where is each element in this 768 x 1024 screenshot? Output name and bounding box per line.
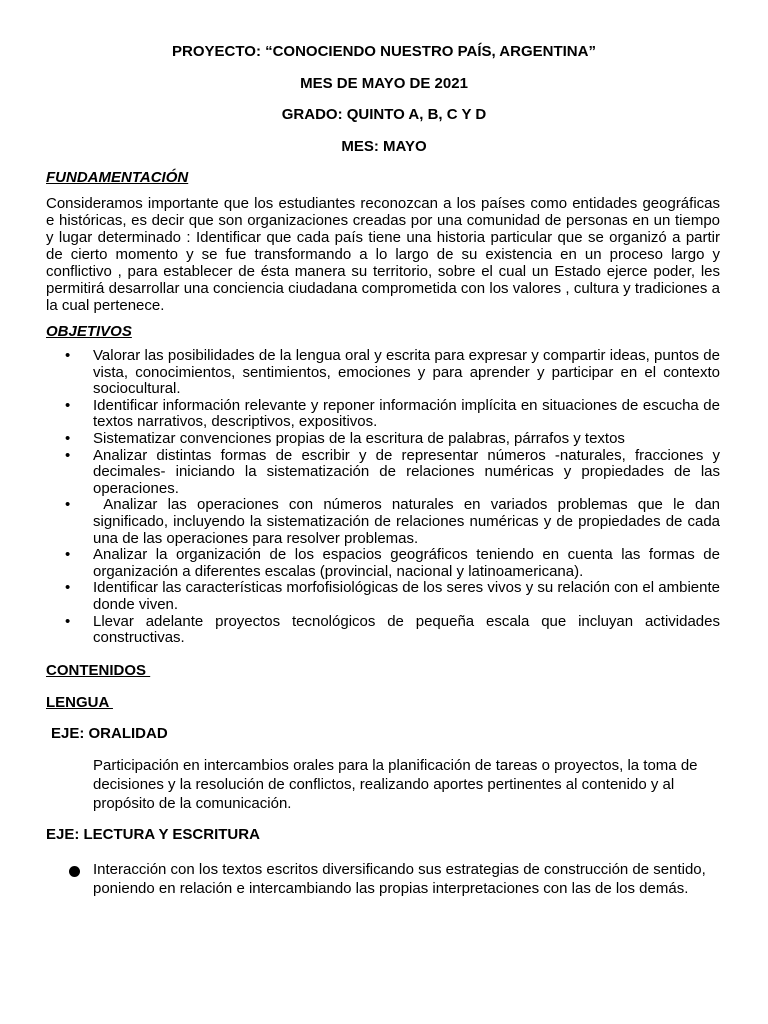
objetivos-list bbox=[46, 347, 725, 647]
list-item: • Identificar las características morfofisiológicas de los seres vivos y su relación con el ambiente donde viven. bbox=[65, 579, 720, 613]
contenidos-heading: CONTENIDOS bbox=[46, 662, 151, 679]
project-title: PROYECTO: “CONOCIENDO NUESTRO PAÍS, ARGENTINA” bbox=[172, 43, 596, 60]
bullet-icon: • bbox=[65, 396, 71, 414]
list-item: • Analizar distintas formas de escribir y de representar números -naturales, fracciones y decimales- iniciando la sistematización de relaciones numéricas y propiedades de las operaciones. bbox=[65, 446, 720, 497]
lectura-text: Interacción con los textos escritos diversificando sus estrategias de construcción de sentido, poniendo en relación e intercambiando las propias interpretaciones con las de los demás. bbox=[93, 861, 706, 897]
month-year-heading: MES DE MAYO DE 2021 bbox=[300, 75, 468, 92]
bullet-icon: • bbox=[65, 429, 71, 447]
bullet-icon: • bbox=[65, 347, 71, 364]
grade-heading: GRADO: QUINTO A, B, C Y D bbox=[281, 106, 487, 123]
list-item: • Identificar información relevante y reponer información implícita en situaciones de escucha de textos narrativos, descriptivos, expositivos. bbox=[65, 396, 720, 431]
bullet-icon: • bbox=[65, 446, 71, 464]
objetivos-heading: OBJETIVOS bbox=[46, 323, 132, 340]
fundamentacion-body: Consideramos importante que los estudiantes reconozcan a los países como entidades geográficas e históricas, es decir que son organizaciones creadas por una comunidad de personas en un tiempo y lugar determinado : Identificar que cada país tiene una historia particular que se organizó a partir de cierto momento y se fue transformando a lo largo de su existencia en un proceso largo y conflictivo , para establecer de ésta manera su territorio, sobre el cual un Estado ejerce poder, les permitirá desarrollar una conciencia ciudadana comprometida con los valores , cultura y tradiciones a la cual pertenece. bbox=[46, 195, 720, 314]
bullet-icon: • bbox=[65, 496, 71, 514]
list-item: • Sistematizar convenciones propias de la escritura de palabras, párrafos y textos bbox=[65, 429, 625, 447]
list-item: • Valorar las posibilidades de la lengua oral y escrita para expresar y compartir ideas, puntos de vista, conocimientos, sentimientos, emociones y para aprender y participar en el contexto sociocultural. bbox=[65, 347, 720, 398]
lengua-heading: LENGUA bbox=[46, 694, 113, 711]
month-heading: MES: MAYO bbox=[341, 138, 427, 155]
eje-lectura-heading: EJE: LECTURA Y ESCRITURA bbox=[46, 826, 260, 843]
bullet-icon: • bbox=[65, 579, 71, 597]
bullet-icon: • bbox=[65, 612, 71, 630]
bullet-icon bbox=[69, 866, 80, 877]
fundamentacion-heading: FUNDAMENTACIÓN bbox=[46, 169, 189, 186]
list-item: • Llevar adelante proyectos tecnológicos de pequeña escala que incluyan actividades constructivas. bbox=[65, 612, 720, 647]
list-item: • Analizar la organización de los espacios geográficos teniendo en cuenta las formas de organización a diferentes escalas (provincial, nacional y latinoamericana). bbox=[65, 546, 720, 580]
list-item: • Analizar las operaciones con números naturales en variados problemas que le dan significado, incluyendo la sistematización de relaciones numéricas y de propiedades de cada una de las operaciones para resolver problemas. bbox=[65, 496, 725, 547]
eje-oralidad-heading: EJE: ORALIDAD bbox=[51, 725, 168, 742]
bullet-icon: • bbox=[65, 546, 71, 564]
oralidad-text: Participación en intercambios orales para la planificación de tareas o proyectos, la toma de decisiones y la resolución de conflictos, realizando aportes pertinentes al contenido y al propósito de la comunicación. bbox=[93, 757, 698, 812]
